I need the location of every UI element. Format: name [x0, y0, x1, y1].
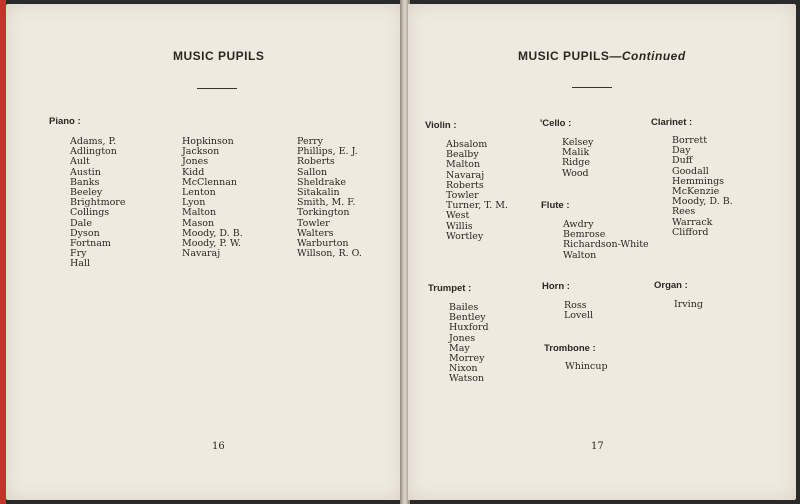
flute-heading: Flute : — [541, 200, 570, 211]
pupil-name: Beeley — [70, 187, 103, 199]
title-suffix: —Continued — [609, 49, 686, 63]
pupil-name: Bealby — [446, 149, 479, 161]
pupil-name: Collings — [70, 207, 110, 219]
cello-list — [562, 138, 593, 179]
pupil-name: Moody, P. W. — [182, 238, 242, 250]
pupil-name: Roberts — [446, 179, 484, 191]
pupil-name: Lovell — [564, 310, 594, 322]
piano-column-1 — [70, 137, 125, 270]
pupil-name: McClennan — [182, 176, 237, 188]
pupil-name: Navaraj — [446, 169, 485, 181]
pupil-name: Brightmore — [70, 197, 126, 209]
pupil-name: Jones — [182, 156, 209, 168]
pupil-name: West — [446, 210, 470, 222]
pupil-name: Willson, R. O. — [297, 248, 362, 260]
pupil-name: Dale — [70, 217, 92, 229]
violin-heading: Violin : — [425, 120, 457, 131]
pupil-name: Hemmings — [672, 175, 725, 187]
pupil-name: Lyon — [182, 197, 206, 209]
title-rule — [572, 87, 612, 88]
pupil-name: Hopkinson — [182, 136, 234, 147]
trombone-heading: Trombone : — [544, 343, 596, 354]
pupil-name: Mason — [182, 217, 215, 229]
pupil-name: Huxford — [449, 322, 489, 334]
page-number: 16 — [212, 441, 225, 452]
pupil-name: Turner, T. M. — [446, 200, 509, 212]
pupil-name: Warburton — [297, 238, 349, 250]
pupil-name: Duff — [672, 155, 693, 167]
page-number: 17 — [591, 441, 604, 452]
pupil-name: Bailes — [449, 302, 479, 313]
pupil-name: Richardson-White — [563, 239, 649, 251]
pupil-name: Kidd — [182, 166, 205, 178]
pupil-name: Adlington — [70, 146, 117, 158]
pupil-name: Banks — [70, 176, 100, 188]
pupil-name: Wortley — [446, 230, 484, 242]
organ-heading: Organ : — [654, 280, 688, 291]
title-text: MUSIC PUPILS — [518, 49, 610, 63]
pupil-name: Willis — [446, 220, 473, 232]
trumpet-list — [449, 303, 489, 385]
pupil-name: Smith, M. F. — [297, 197, 356, 209]
pupil-name: Irving — [674, 299, 703, 310]
pupil-name: Walton — [563, 249, 597, 261]
flute-list — [563, 220, 649, 261]
pupil-name: Malton — [446, 159, 481, 171]
piano-column-2 — [182, 137, 243, 259]
pupil-name: Kelsey — [562, 137, 594, 148]
pupil-name: Morrey — [449, 353, 485, 365]
pupil-name: May — [449, 342, 470, 354]
pupil-name: Goodall — [672, 165, 709, 177]
pupil-name: Moody, D. B. — [672, 196, 733, 208]
pupil-name: Fry — [70, 248, 87, 260]
pupil-name: Sheldrake — [297, 176, 346, 188]
piano-heading: Piano : — [49, 116, 81, 127]
pupil-name: Rees — [672, 206, 696, 218]
pupil-name: McKenzie — [672, 186, 720, 198]
pupil-name: Sallon — [297, 166, 328, 178]
pupil-name: Absalom — [446, 139, 488, 150]
horn-list — [564, 301, 593, 321]
pupil-name: Clifford — [672, 226, 709, 238]
piano-column-3 — [297, 137, 362, 259]
page-title: MUSIC PUPILS — [173, 49, 265, 63]
title-rule — [197, 88, 237, 89]
pupil-name: Bentley — [449, 312, 486, 324]
cello-heading: 'Cello : — [540, 118, 572, 129]
pupil-name: Sitakalin — [297, 187, 340, 199]
pupil-name: Austin — [70, 166, 101, 178]
pupil-name: Walters — [297, 227, 334, 239]
pupil-name: Lenton — [182, 187, 216, 199]
pupil-name: Torkington — [297, 207, 350, 219]
pupil-name: Day — [672, 145, 691, 157]
pupil-name: Navaraj — [182, 248, 221, 260]
clarinet-heading: Clarinet : — [651, 117, 693, 128]
horn-heading: Horn : — [542, 281, 570, 292]
pupil-name: Jackson — [182, 146, 220, 158]
pupil-name: Ridge — [562, 157, 590, 169]
pupil-name: Towler — [446, 190, 479, 202]
right-page — [408, 4, 796, 500]
pupil-name: Malton — [182, 207, 217, 219]
pupil-name: Towler — [297, 217, 330, 229]
pupil-name: Bemrose — [563, 229, 606, 241]
pupil-name: Adams, P. — [70, 136, 117, 147]
pupil-name: Awdry — [563, 219, 594, 230]
trombone-list — [565, 362, 608, 372]
pupil-name: Nixon — [449, 363, 478, 375]
pupil-name: Watson — [449, 373, 485, 385]
pupil-name: Warrack — [672, 216, 713, 228]
pupil-name: Ault — [70, 156, 90, 168]
pupil-name: Jones — [449, 332, 476, 344]
organ-list — [674, 300, 703, 310]
pupil-name: Malik — [562, 147, 590, 159]
pupil-name: Fortnam — [70, 238, 111, 250]
pupil-name: Perry — [297, 136, 324, 147]
pupil-name: Whincup — [565, 361, 608, 372]
pupil-name: Hall — [70, 258, 91, 270]
pupil-name: Ross — [564, 300, 587, 311]
clarinet-list — [672, 136, 733, 238]
pupil-name: Dyson — [70, 227, 100, 239]
pupil-name: Moody, D. B. — [182, 227, 243, 239]
violin-list — [446, 140, 508, 242]
pupil-name: Roberts — [297, 156, 335, 168]
pupil-name: Borrett — [672, 135, 708, 146]
trumpet-heading: Trumpet : — [428, 283, 472, 294]
pupil-name: Wood — [562, 167, 589, 179]
page-title-continued — [518, 49, 686, 63]
left-page — [6, 4, 402, 500]
pupil-name: Phillips, E. J. — [297, 146, 358, 158]
